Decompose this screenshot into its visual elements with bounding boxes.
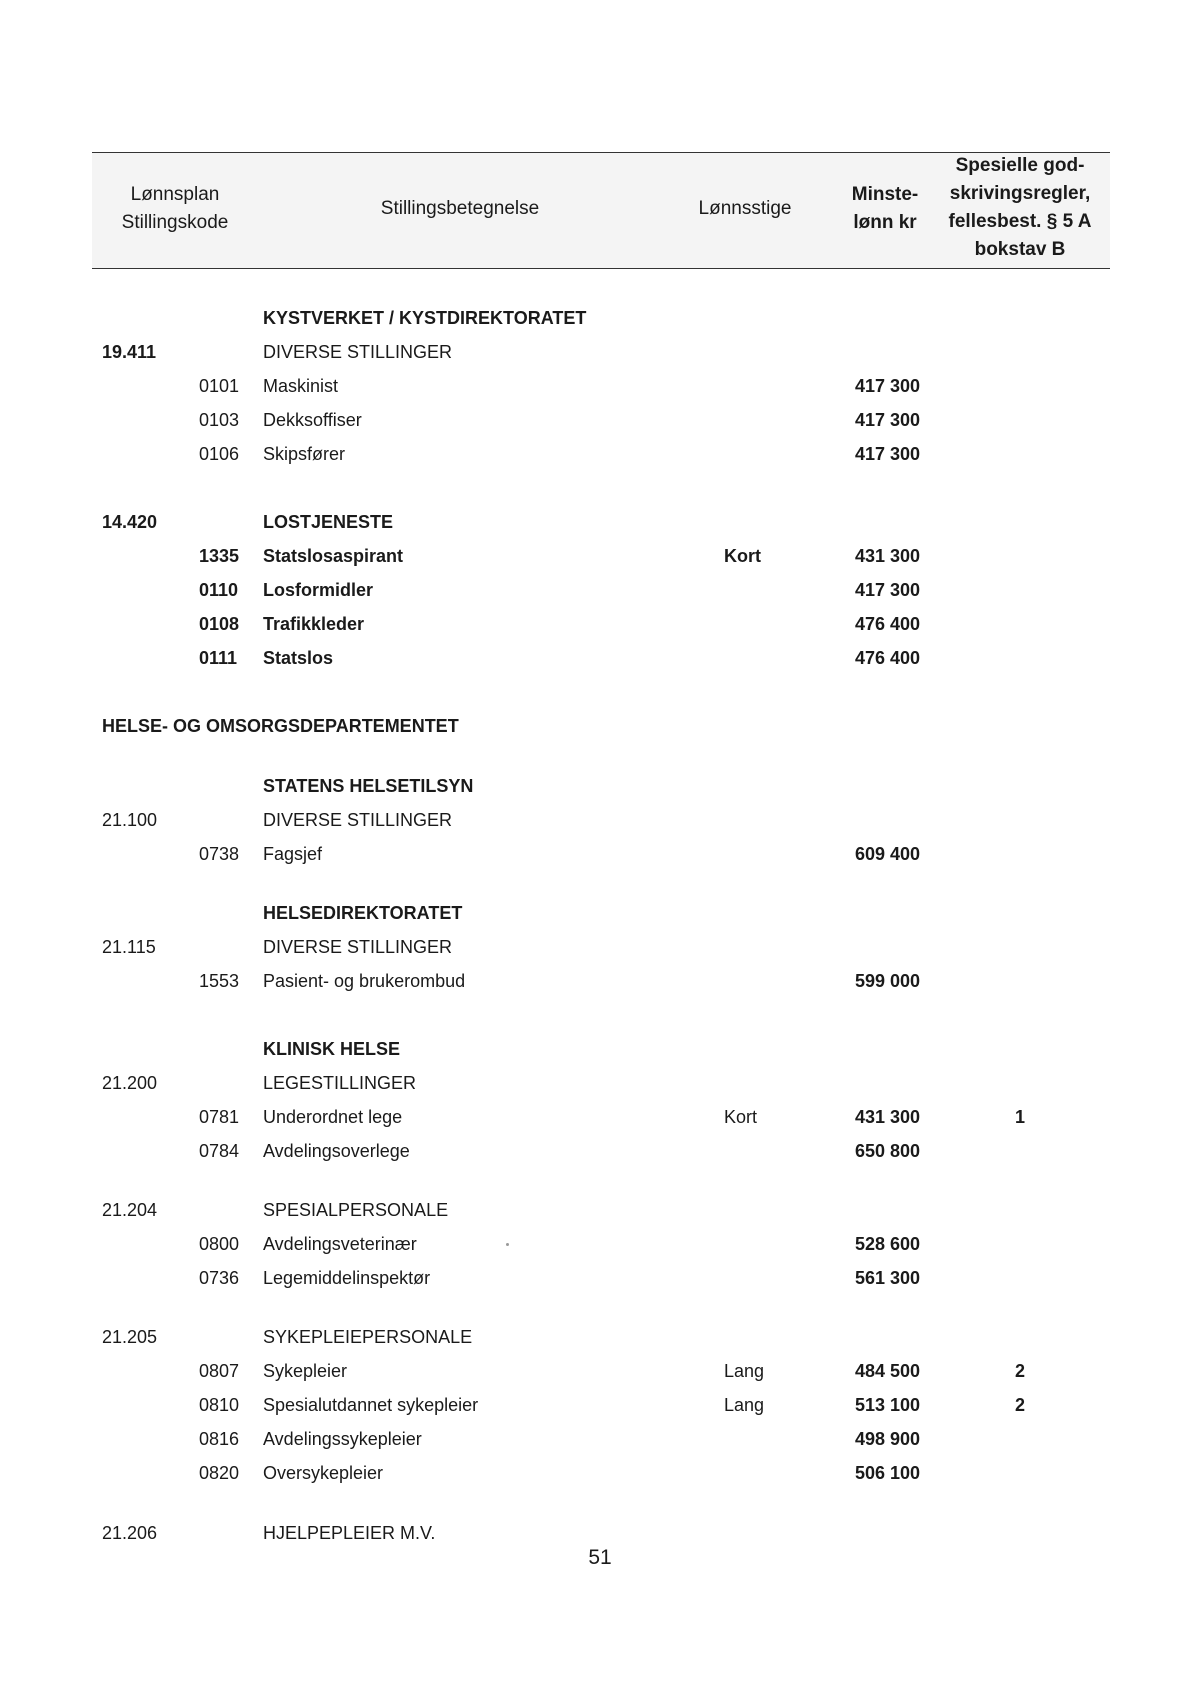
header-min-wage-line2: lønn kr	[853, 212, 917, 233]
table-row	[0, 643, 1200, 673]
position-code: 1553	[199, 971, 240, 991]
header-special-rules	[930, 152, 1110, 264]
position-code: 1335	[199, 546, 240, 566]
header-special-line1: Spesielle god-	[955, 155, 1085, 176]
min-wage: 431 300	[855, 1107, 921, 1127]
wage-ladder: Lang	[724, 1361, 765, 1381]
table-row	[0, 771, 1200, 801]
min-wage: 561 300	[855, 1268, 921, 1288]
position-code: 0810	[199, 1395, 240, 1415]
header-special-line3: fellesbest. § 5 A	[948, 211, 1092, 232]
position-title: Spesialutdannet sykepleier	[263, 1395, 479, 1415]
plan-code: 21.200	[102, 1073, 158, 1093]
table-row	[0, 1102, 1200, 1132]
special-rule-ref: 1	[1015, 1107, 1026, 1127]
table-row	[0, 932, 1200, 962]
table-row	[0, 1322, 1200, 1352]
min-wage: 417 300	[855, 410, 921, 430]
group-title: HJELPEPLEIER M.V.	[263, 1523, 436, 1543]
table-row	[0, 1390, 1200, 1420]
header-stige: Lønnsstige	[698, 198, 792, 219]
position-code: 0108	[199, 614, 240, 634]
min-wage: 599 000	[855, 971, 921, 991]
min-wage: 484 500	[855, 1361, 921, 1381]
header-code-label: Stillingskode	[121, 212, 229, 233]
table-row	[0, 1518, 1200, 1548]
position-title: Statslos	[263, 648, 334, 668]
position-code: 0736	[199, 1268, 240, 1288]
header-min-wage	[830, 181, 940, 237]
min-wage: 506 100	[855, 1463, 921, 1483]
min-wage: 498 900	[855, 1429, 921, 1449]
table-row	[0, 337, 1200, 367]
min-wage: 609 400	[855, 844, 921, 864]
plan-code: 14.420	[102, 512, 158, 532]
table-row	[0, 609, 1200, 639]
plan-code: 21.206	[102, 1523, 158, 1543]
table-row	[0, 1034, 1200, 1064]
table-row	[0, 371, 1200, 401]
position-code: 0800	[199, 1234, 240, 1254]
position-code: 0781	[199, 1107, 240, 1127]
table-row	[0, 1458, 1200, 1488]
table-row	[0, 1195, 1200, 1225]
special-rule-ref: 2	[1015, 1361, 1026, 1381]
header-plan-label: Lønnsplan	[130, 184, 220, 205]
position-title: Underordnet lege	[263, 1107, 403, 1127]
position-title: Fagsjef	[263, 844, 323, 864]
agency-heading: KYSTVERKET / KYSTDIREKTORATET	[263, 308, 587, 328]
table-row	[0, 1263, 1200, 1293]
table-row	[0, 575, 1200, 605]
position-code: 0807	[199, 1361, 240, 1381]
header-special-line4: bokstav B	[974, 239, 1066, 260]
group-title: DIVERSE STILLINGER	[263, 810, 453, 830]
header-min-wage-line1: Minste-	[851, 184, 919, 205]
min-wage: 650 800	[855, 1141, 921, 1161]
table-row	[0, 439, 1200, 469]
position-title: Pasient- og brukerombud	[263, 971, 466, 991]
position-title: Oversykepleier	[263, 1463, 384, 1483]
position-code: 0111	[199, 648, 238, 668]
position-title: Dekksoffiser	[263, 410, 362, 430]
group-title: DIVERSE STILLINGER	[263, 342, 453, 362]
min-wage: 431 300	[855, 546, 921, 566]
plan-code: 21.205	[102, 1327, 158, 1347]
header-bottom-rule	[92, 268, 1110, 269]
position-title: Maskinist	[263, 376, 339, 396]
group-title: LEGESTILLINGER	[263, 1073, 417, 1093]
min-wage: 417 300	[855, 580, 921, 600]
position-code: 0106	[199, 444, 240, 464]
position-title: Avdelingsveterinær	[263, 1234, 417, 1254]
position-title: Trafikkleder	[263, 614, 365, 634]
position-title: Avdelingssykepleier	[263, 1429, 422, 1449]
wage-ladder: Kort	[724, 1107, 758, 1127]
position-code: 0820	[199, 1463, 240, 1483]
min-wage: 528 600	[855, 1234, 921, 1254]
group-title: DIVERSE STILLINGER	[263, 937, 453, 957]
department-heading: HELSE- OG OMSORGSDEPARTEMENTET	[102, 716, 459, 736]
plan-code: 19.411	[102, 342, 157, 362]
position-title: Legemiddelinspektør	[263, 1268, 431, 1288]
table-row	[0, 1229, 1200, 1259]
special-rule-ref: 2	[1015, 1395, 1026, 1415]
plan-code: 21.100	[102, 810, 158, 830]
page-number: 51	[588, 1546, 612, 1569]
header-title: Stillingsbetegnelse	[380, 198, 540, 219]
position-code: 0738	[199, 844, 240, 864]
table-row	[0, 839, 1200, 869]
position-title: Skipsfører	[263, 444, 346, 464]
table-row	[0, 1356, 1200, 1386]
header-special-line2: skrivingsregler,	[949, 183, 1091, 204]
agency-heading: KLINISK HELSE	[263, 1039, 401, 1059]
position-title: Losformidler	[263, 580, 374, 600]
table-row	[0, 541, 1200, 571]
position-code: 0101	[199, 376, 240, 396]
scan-speck	[506, 1243, 509, 1246]
position-title: Statslosaspirant	[263, 546, 404, 566]
position-code: 0816	[199, 1429, 240, 1449]
agency-heading: HELSEDIREKTORATET	[263, 903, 463, 923]
table-row	[0, 507, 1200, 537]
table-row	[0, 303, 1200, 333]
min-wage: 417 300	[855, 444, 921, 464]
min-wage: 513 100	[855, 1395, 921, 1415]
wage-ladder: Kort	[724, 546, 761, 566]
table-row	[0, 1136, 1200, 1166]
position-title: Sykepleier	[263, 1361, 348, 1381]
group-title: LOSTJENESTE	[263, 512, 394, 532]
position-code: 0103	[199, 410, 240, 430]
table-row	[0, 966, 1200, 996]
min-wage: 476 400	[855, 648, 921, 668]
group-title: SPESIALPERSONALE	[263, 1200, 449, 1220]
wage-ladder: Lang	[724, 1395, 765, 1415]
table-row	[0, 898, 1200, 928]
min-wage: 417 300	[855, 376, 921, 396]
table-row	[0, 1068, 1200, 1098]
plan-code: 21.204	[102, 1200, 158, 1220]
table-row	[0, 1424, 1200, 1454]
position-code: 0110	[199, 580, 239, 600]
header-plan-code	[100, 181, 250, 237]
table-row	[0, 405, 1200, 435]
group-title: SYKEPLEIEPERSONALE	[263, 1327, 473, 1347]
position-code: 0784	[199, 1141, 240, 1161]
min-wage: 476 400	[855, 614, 921, 634]
agency-heading: STATENS HELSETILSYN	[263, 776, 474, 796]
position-title: Avdelingsoverlege	[263, 1141, 410, 1161]
table-row	[0, 805, 1200, 835]
plan-code: 21.115	[102, 937, 156, 957]
